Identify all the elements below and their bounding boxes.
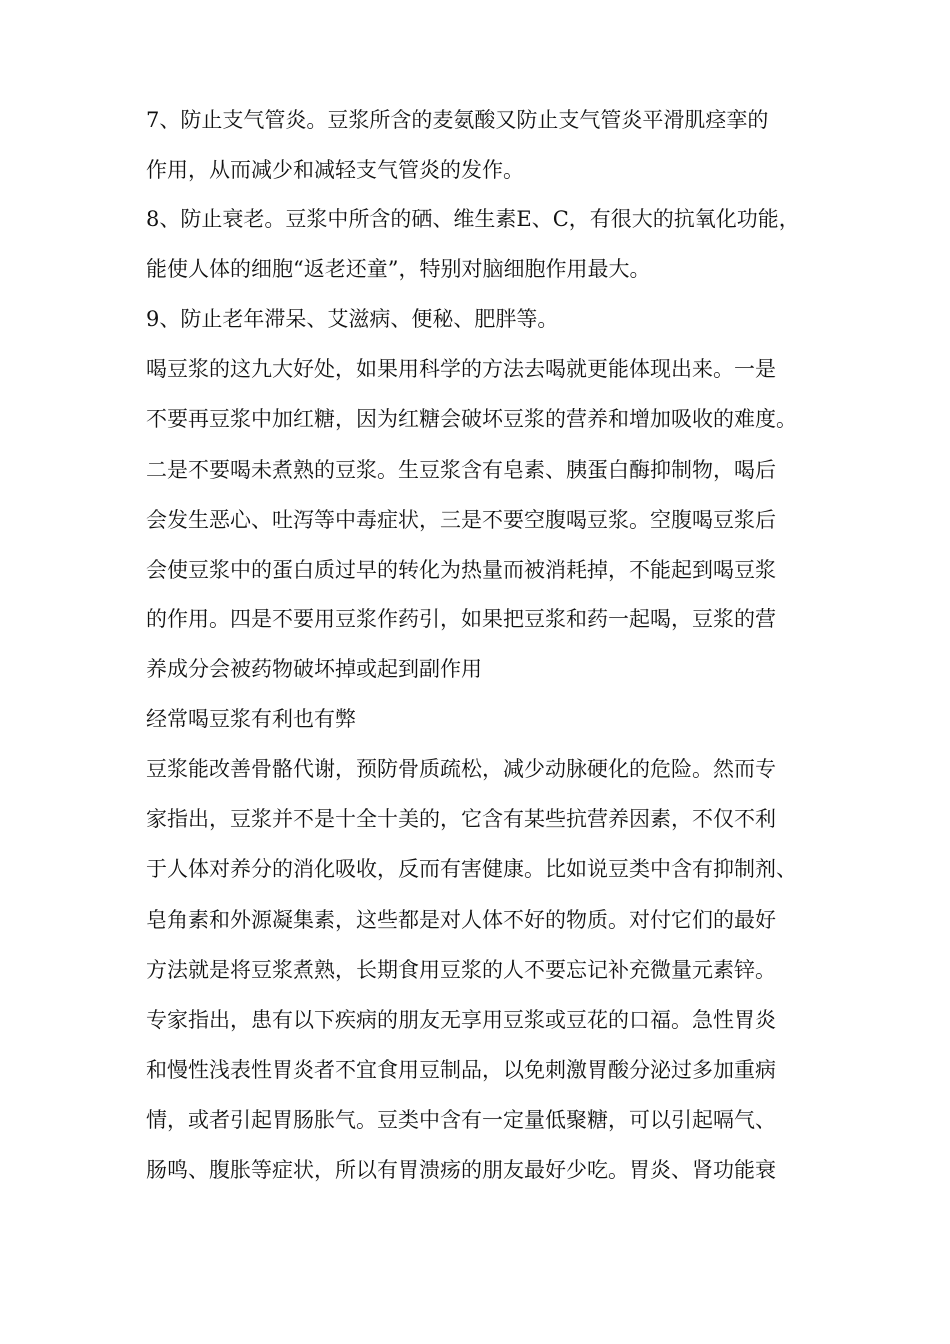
text-line: 7、防止支气管炎。豆浆所含的麦氨酸又防止支气管炎平滑肌痉挛的: [146, 108, 769, 132]
text-line: 情，或者引起胃肠胀气。豆类中含有一定量低聚糖，可以引起嗝气、: [146, 1108, 776, 1132]
text-line: 喝豆浆的这九大好处，如果用科学的方法去喝就更能体现出来。一是: [146, 357, 776, 381]
text-line: 会使豆浆中的蛋白质过早的转化为热量而被消耗掉，不能起到喝豆浆: [146, 558, 776, 582]
text-line: 二是不要喝未煮熟的豆浆。生豆浆含有皂素、胰蛋白酶抑制物，喝后: [146, 458, 776, 482]
text-line: 方法就是将豆浆煮熟，长期食用豆浆的人不要忘记补充微量元素锌。: [146, 958, 776, 982]
text-line: 豆浆能改善骨骼代谢，预防骨质疏松，减少动脉硬化的危险。然而专: [146, 757, 776, 781]
text-line: 和慢性浅表性胃炎者不宜食用豆制品，以免刺激胃酸分泌过多加重病: [146, 1058, 776, 1082]
text-line: 作用，从而减少和减轻支气管炎的发作。: [146, 158, 524, 182]
text-line: 能使人体的细胞“返老还童”，特别对脑细胞作用最大。: [146, 257, 651, 281]
text-line: 9、防止老年滞呆、艾滋病、便秘、肥胖等。: [146, 307, 559, 331]
text-line: 会发生恶心、吐泻等中毒症状，三是不要空腹喝豆浆。空腹喝豆浆后: [146, 508, 776, 532]
text-line: 肠鸣、腹胀等症状，所以有胃溃疡的朋友最好少吃。胃炎、肾功能衰: [146, 1158, 776, 1182]
text-line: 不要再豆浆中加红糖，因为红糖会破坏豆浆的营养和增加吸收的难度。: [146, 407, 797, 431]
text-line: 的作用。四是不要用豆浆作药引，如果把豆浆和药一起喝，豆浆的营: [146, 607, 776, 631]
text-line: 8、防止衰老。豆浆中所含的硒、维生素E、C，有很大的抗氧化功能，: [146, 207, 800, 231]
section-heading: 经常喝豆浆有利也有弊: [146, 707, 356, 731]
text-line: 皂角素和外源凝集素，这些都是对人体不好的物质。对付它们的最好: [146, 908, 776, 932]
text-line: 家指出，豆浆并不是十全十美的，它含有某些抗营养因素，不仅不利: [146, 807, 776, 831]
text-line: 专家指出，患有以下疾病的朋友无享用豆浆或豆花的口福。急性胃炎: [146, 1008, 776, 1032]
text-line: 养成分会被药物破坏掉或起到副作用: [146, 657, 482, 681]
text-line: 于人体对养分的消化吸收，反而有害健康。比如说豆类中含有抑制剂、: [146, 857, 797, 881]
